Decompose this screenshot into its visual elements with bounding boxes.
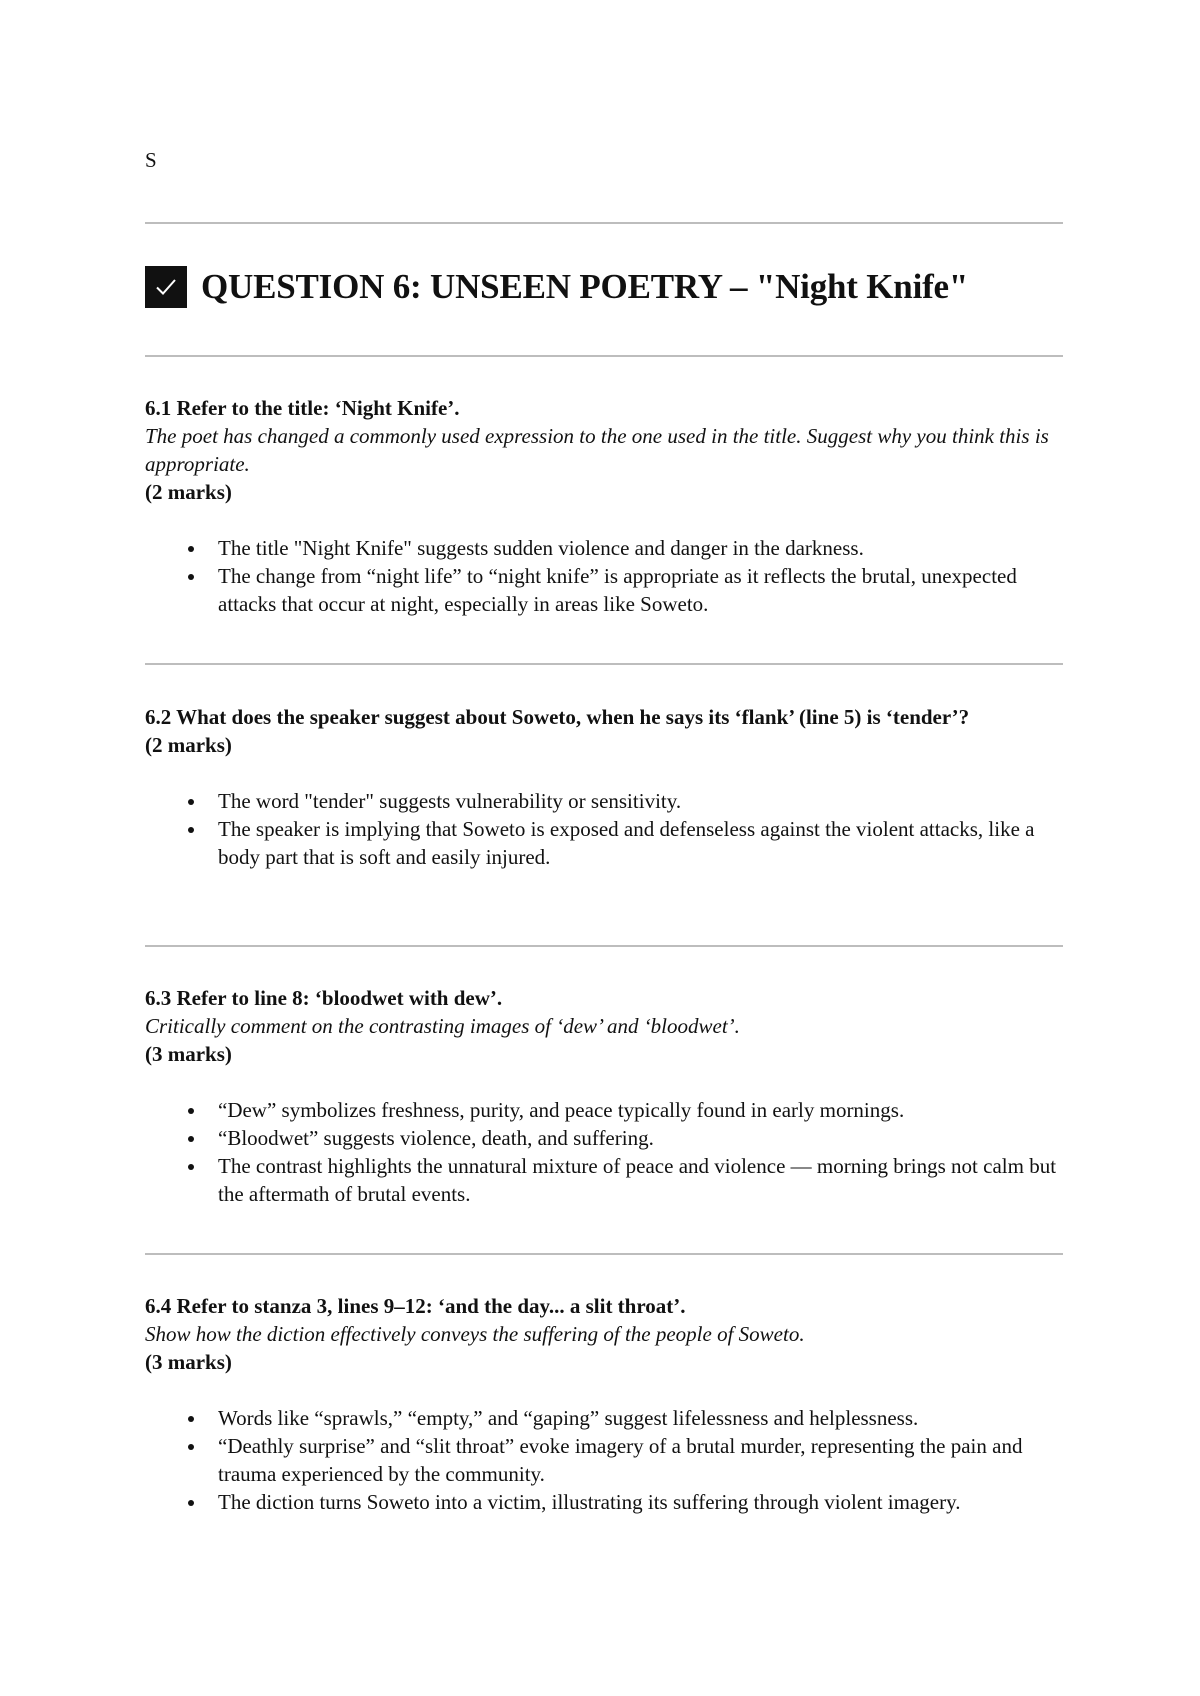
answer-text: Words like “sprawls,” “empty,” and “gaping” suggest lifelessness and helplessness. <box>218 1406 919 1430</box>
question-marks: (2 marks) <box>145 733 232 757</box>
answer-item <box>145 1432 1063 1488</box>
divider <box>145 945 1063 947</box>
question-6-3 <box>145 984 1063 1208</box>
answer-item <box>145 534 1063 562</box>
question-instruction: Show how the diction effectively conveys the suffering of the people of Soweto. <box>145 1322 805 1346</box>
question-marks: (2 marks) <box>145 480 232 504</box>
answer-item <box>145 1096 1063 1124</box>
bullet-icon <box>188 574 194 580</box>
bullet-icon <box>188 1136 194 1142</box>
page-title: QUESTION 6: UNSEEN POETRY – "Night Knife" <box>201 267 969 306</box>
question-6-1 <box>145 394 1063 618</box>
question-marks: (3 marks) <box>145 1042 232 1066</box>
check-box-icon <box>145 266 187 308</box>
answer-text: The speaker is implying that Soweto is exposed and defenseless against the violent attacks, like a body part that is soft and easily injured. <box>218 817 1035 869</box>
answer-text: The change from “night life” to “night knife” is appropriate as it reflects the brutal, unexpected attacks that occur at night, especially in areas like Soweto. <box>218 564 1017 616</box>
bullet-icon <box>188 1164 194 1170</box>
answer-item <box>145 562 1063 618</box>
question-heading: 6.1 Refer to the title: ‘Night Knife’. <box>145 396 460 420</box>
answer-item <box>145 1124 1063 1152</box>
bullet-icon <box>188 1416 194 1422</box>
answer-text: The word "tender" suggests vulnerability or sensitivity. <box>218 789 682 813</box>
question-heading: 6.3 Refer to line 8: ‘bloodwet with dew’. <box>145 986 503 1010</box>
divider <box>145 663 1063 665</box>
answer-text: “Deathly surprise” and “slit throat” evoke imagery of a brutal murder, representing the pain and trauma experienced by the community. <box>218 1434 1023 1486</box>
page-title-row <box>145 262 968 312</box>
answer-text: The title "Night Knife" suggests sudden violence and danger in the darkness. <box>218 536 864 560</box>
divider <box>145 1253 1063 1255</box>
question-marks: (3 marks) <box>145 1350 232 1374</box>
question-instruction: Critically comment on the contrasting images of ‘dew’ and ‘bloodwet’. <box>145 1014 740 1038</box>
bullet-icon <box>188 1444 194 1450</box>
bullet-icon <box>188 1500 194 1506</box>
answer-text: “Bloodwet” suggests violence, death, and suffering. <box>218 1126 654 1150</box>
divider <box>145 222 1063 224</box>
answer-list <box>145 1096 1063 1208</box>
answer-item <box>145 815 1063 871</box>
question-heading: 6.4 Refer to stanza 3, lines 9–12: ‘and the day... a slit throat’. <box>145 1294 686 1318</box>
question-6-4 <box>145 1292 1063 1516</box>
question-heading: 6.2 What does the speaker suggest about Soweto, when he says its ‘flank’ (line 5) is ‘tender’? <box>145 705 970 729</box>
answer-item <box>145 1152 1063 1208</box>
bullet-icon <box>188 1108 194 1114</box>
answer-text: “Dew” symbolizes freshness, purity, and peace typically found in early mornings. <box>218 1098 905 1122</box>
bullet-icon <box>188 546 194 552</box>
answer-item <box>145 787 1063 815</box>
bullet-icon <box>188 799 194 805</box>
answer-item <box>145 1404 1063 1432</box>
bullet-icon <box>188 827 194 833</box>
answer-list <box>145 534 1063 618</box>
question-instruction: The poet has changed a commonly used expression to the one used in the title. Suggest why you think this is appropriate. <box>145 424 1049 476</box>
answer-text: The contrast highlights the unnatural mixture of peace and violence — morning brings not calm but the aftermath of brutal events. <box>218 1154 1057 1206</box>
header-letter: S <box>145 148 157 172</box>
answer-list <box>145 1404 1063 1516</box>
divider <box>145 355 1063 357</box>
answer-list <box>145 787 1063 871</box>
question-6-2 <box>145 703 1063 871</box>
answer-item <box>145 1488 1063 1516</box>
answer-text: The diction turns Soweto into a victim, illustrating its suffering through violent imagery. <box>218 1490 961 1514</box>
